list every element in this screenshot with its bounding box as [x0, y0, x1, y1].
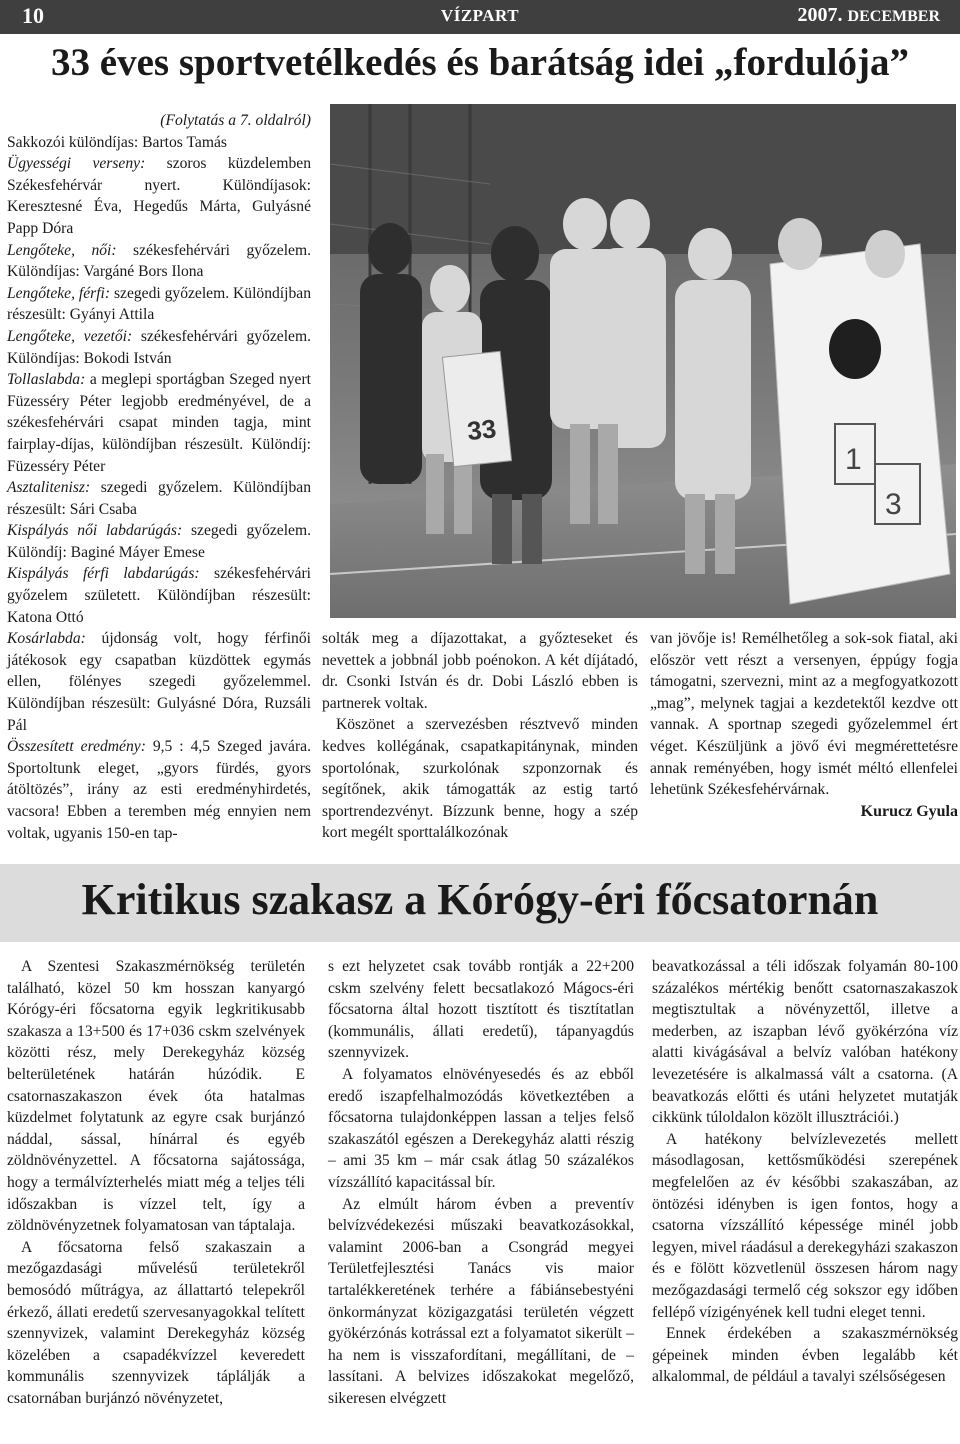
paragraph: Tollaslabda: a meglepi sportágban Szeged nyert Füzesséry Péter legjobb eredményével, de a székesfehérvári csapat minden tagja, mint fairplay-díjas, különdíjban részesült. Különdíj: Füzesséry Péter: [7, 371, 311, 475]
svg-text:3: 3: [885, 488, 902, 521]
paragraph: A főcsatorna felső szakaszain a mezőgazdasági művelésű területekről bemosódó műtrágya, az állattartó telepekről érkező, állati eredetű szervesanyagokkal telített szennyvizek, valamint Derekegyház község közelében a csapadékvízzel keveredett kommunális szennyvizek táplálják a csatornában burjánzó növényzetet,: [7, 1238, 305, 1407]
paragraph: Összesített eredmény: 9,5 : 4,5 Szeged javára. Sportoltunk eleget, „gyors fürdés, gyors átöltözés”, irány az esti eredményhirdetés, vacsora! Ebben a teremben még ennyien nem voltak, ugyanis 150-en tap-: [7, 738, 311, 842]
paragraph: Lengőteke, férfi: szegedi győzelem. Különdíjban részesült: Gyányi Attila: [7, 284, 311, 324]
sign-text: 33: [465, 413, 498, 447]
paragraph: A Szentesi Szakaszmérnökség területén található, közel 50 km hosszan kanyargó Kórógy-éri főcsatorna egyik legkritikusabb szakasza a 13+500 és 17+036 cskm szelvények közötti rész, mely Derekegyház község belterületének határán húzódik. E csatornaszakaszon évek óta hatalmas küzdelmet folytatunk az egyre csak burjánzó náddal, sással, hínárral és egyéb zöldnövényzettel. A főcsatorna sajátossága, hogy a termálvízterhelés miatt még a teljes téli időszakban is vízzel telt, így a zöldnövényzetnek folyamatosan van táptalaja.: [7, 958, 305, 1235]
paragraph: Kispályás férfi labdarúgás: székesfehérvári győzelem született. Különdíjban részesült: Katona Ottó: [7, 565, 311, 626]
paragraph: Köszönet a szervezésben résztvevő minden kedves kollégának, csapatkapitánynak, minden sportolónak, szurkolónak szponzornak és segítőnek, akik támogatták az estig tartó sportrendezvényt. Bízzunk benne, hogy a szép kort megélt sporttalálkozónak: [322, 716, 638, 842]
page-header: [0, 0, 960, 34]
paragraph: Sakkozói különdíjas: Bartos Tamás: [7, 133, 227, 151]
article1-column-3: [650, 628, 958, 822]
article1-column-1: [7, 110, 311, 844]
paragraph: Lengőteke, női: székesfehérvári győzelem. Különdíjas: Vargáné Bors Ilona: [7, 241, 312, 281]
issue-month: DECEMBER: [847, 8, 940, 25]
svg-text:1: 1: [845, 443, 862, 476]
publication-title: VÍZPART: [440, 6, 520, 25]
paragraph: Az elmúlt három évben a preventív belvízvédekezési műszaki beavatkozásokkal, valamint 2006-ban a Csongrád megyei Területfejlesztési Tanács vis maior tartalékkeretének terhére a fábiánsebestyéni önkormányzat közigazgatási területén végzett gyökérzónás kotrással ezt a folyamatot sikerült – ha nem is visszafordítani, megállítani, de – lassítani. A belvizes időszakokat megelőző, sikeresen elvégzett: [328, 1195, 634, 1407]
paragraph: Asztalitenisz: szegedi győzelem. Különdíjban részesült: Sári Csaba: [7, 479, 311, 518]
paragraph: s ezt helyzetet csak tovább rontják a 22+200 cskm szelvény felett becsatlakozó Mágocs-éri főcsatorna által hozott tisztított és tisztítatlan (kommunális, állati eredetű), tápanyagdús szennyvizek.: [328, 958, 634, 1062]
article2-banner: [0, 864, 960, 942]
paragraph: A hatékony belvízlevezetés mellett másodlagosan, kettősműködési szerepének megfelelően az év későbbi szakaszában, az öntözési idényben is igen fontos, hogy a csatorna vízszállító képessége minél jobb legyen, mivel ráadásul a derekegyházi szakaszon és e fölött közvetlenül összesen három nagy mezőgazdasági termelő cég sokszor egy időben fellépő vízigényének kell tudni eleget tenni.: [652, 1130, 958, 1321]
paragraph: van jövője is! Remélhetőleg a sok-sok fiatal, aki először vett részt a versenyen, éppúgy fogja támogatni, szervezni, mint az a megfogyatkozott „mag”, melynek tagjai a kezdetektől kezdve ott vannak. A sportnap szegedi győzelemmel ért véget. Készüljünk a jövő évi megmérettetésre annak reményében, hogy ismét méltó ellenfelei lehetünk Székesfehérvárnak.: [650, 630, 958, 799]
paragraph: Ennek érdekében a szakaszmérnökség gépeinek minden évben legalább két alkalommal, de például a tavalyi szélsőségesen: [652, 1325, 958, 1386]
paragraph: Ügyességi verseny: szoros küzdelemben Székesfehérvár nyert. Különdíjasok: Keresztesné Éva, Hegedűs Márta, Gulyásné Papp Dóra: [7, 155, 311, 237]
paragraph: A folyamatos elnövényesedés és az ebből eredő iszapfelhalmozódás következtében a főcsatorna tulajdonképpen lassan a teljes felső szakaszától egészen a Derekegyház alatti részig – ami 35 km – már csak átlag 50 százalékos vízszállító kapacitással bír.: [328, 1065, 634, 1191]
issue-year: 2007.: [797, 4, 843, 26]
article1-column-2: [322, 628, 638, 844]
article1-headline: 33 éves sportvetélkedés és barátság idei „fordulója”: [51, 41, 909, 84]
group-photo-image: [330, 104, 956, 618]
group-photo: [330, 104, 956, 618]
paragraph: Lengőteke, vezetői: székesfehérvári győzelem. Különdíjas: Bokodi István: [7, 327, 311, 367]
page-number: 10: [22, 3, 44, 28]
article2-column-1: [7, 956, 305, 1409]
paragraph: beavatkozással a téli időszak folyamán 80-100 százalékos mértékig benőtt csatornaszakaszok megtisztultak a növényzettől, illetve a mederben, az iszapban lévő gyökérzóna víz alatti kivágásával a belvíz valóban hatékony levezetésére is alkalmassá vált a csatorna. (A beavatkozás előtti és utáni helyzetet mutatják cikkünk túloldalon közölt illusztrációi.): [652, 958, 958, 1127]
paragraph: Kispályás női labdarúgás: szegedi győzelem. Különdíj: Baginé Máyer Emese: [7, 522, 311, 561]
paragraph: Kosárlabda: újdonság volt, hogy férfinői játékosok egy csapatban küzdöttek egymás ellen, fölényes szegedi győzelemmel. Különdíjban részesült: Gulyásné Dóra, Ruzsáli Pál: [7, 630, 311, 734]
article2-column-2: [328, 956, 634, 1409]
author-signature: Kurucz Gyula: [860, 802, 958, 820]
article1-column-3-text: [650, 628, 958, 801]
article2-column-3: [652, 956, 958, 1388]
issue-date: [798, 4, 940, 27]
paragraph: (Folytatás a 7. oldalról): [160, 112, 311, 129]
article2-headline: Kritikus szakasz a Kórógy-éri főcsatornán: [81, 875, 879, 924]
paragraph: solták meg a díjazottakat, a győzteseket és nevettek a jobbnál jobb poénokon. A két díjátadó, dr. Csonki István és dr. Dobi László ebben is partnerek voltak.: [322, 630, 638, 712]
